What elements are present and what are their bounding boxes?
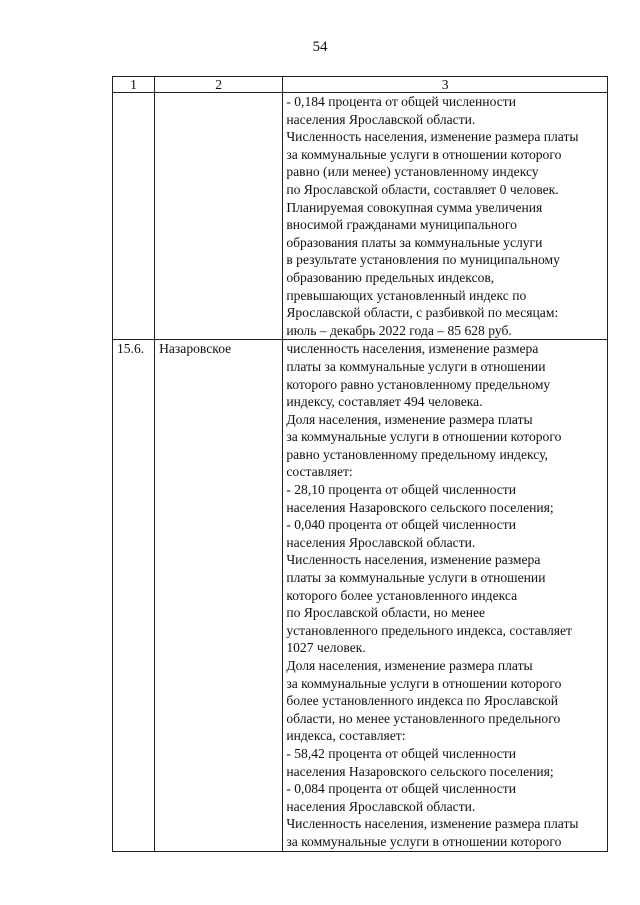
text-line: июль – декабрь 2022 года – 85 628 руб. — [286, 322, 512, 338]
text-line: населения Ярославской области. — [286, 534, 476, 550]
text-line: образованию предельных индексов, — [286, 269, 495, 285]
text-line: установленного предельного индекса, составляет — [286, 622, 572, 638]
text-line: Доля населения, изменение размера платы — [286, 658, 533, 673]
text-line: платы за коммунальные услуги в отношении — [286, 570, 546, 586]
text-line: равно (или менее) установленному индексу — [286, 164, 539, 180]
row-number-cell — [113, 93, 155, 340]
text-line: - 0,184 процента от общей численности — [286, 94, 516, 109]
table-row-continuation — [113, 93, 608, 340]
text-line: населения Ярославской области. — [286, 798, 476, 814]
text-line: 1027 человек. — [286, 640, 366, 656]
text-line: образования платы за коммунальные услуги — [286, 234, 543, 250]
text-line: населения Ярославской области. — [286, 111, 476, 127]
text-line: населения Назаровского сельского поселения; — [286, 499, 554, 515]
text-line: Численность населения, изменение размера платы — [286, 129, 579, 145]
municipality-name-cell — [155, 93, 283, 340]
page-number: 54 — [312, 39, 328, 55]
text-line: численность населения, изменение размера — [286, 341, 539, 357]
text-line: - 58,42 процента от общей численности — [286, 745, 516, 761]
text-line: индексу, составляет 494 человека. — [286, 394, 483, 410]
text-line: вносимой гражданами муниципального — [286, 217, 517, 233]
text-line: Доля населения, изменение размера платы — [286, 411, 533, 427]
text-line: равно установленному предельному индексу, — [286, 446, 548, 462]
text-line: Численность населения, изменение размера платы — [286, 816, 579, 832]
text-line: индекса, составляет: — [286, 728, 406, 744]
table-header-row — [113, 77, 608, 93]
text-line: более установленного индекса по Ярославской — [286, 693, 559, 709]
text-line: Ярославской области, с разбивкой по месяцам: — [286, 305, 559, 321]
text-line: Численность населения, изменение размера — [286, 552, 541, 568]
text-line: области, но менее установленного предельного — [286, 710, 561, 726]
text-line: которого более установленного индекса — [286, 587, 518, 603]
text-line: платы за коммунальные услуги в отношении — [286, 358, 546, 374]
document-table — [112, 76, 608, 852]
text-line: - 0,084 процента от общей численности — [286, 781, 516, 797]
text-line: по Ярославской области, составляет 0 человек. — [286, 181, 559, 197]
table-row-nazarovskoe — [113, 340, 608, 851]
text-line: населения Назаровского сельского поселения; — [286, 763, 554, 779]
column-header-2: 2 — [155, 77, 283, 93]
municipality-name-cell: Назаровское — [155, 340, 283, 851]
text-line: по Ярославской области, но менее — [286, 605, 486, 621]
text-line: за коммунальные услуги в отношении которого — [286, 146, 562, 162]
text-line: за коммунальные услуги в отношении которого — [286, 429, 562, 445]
column-header-1: 1 — [113, 77, 155, 93]
text-line: которого равно установленному предельному — [286, 376, 551, 392]
text-line: - 0,040 процента от общей численности — [286, 517, 516, 533]
row-number-cell: 15.6. — [113, 340, 155, 851]
text-line: Планируемая совокупная сумма увеличения — [286, 199, 543, 215]
description-cell — [283, 93, 608, 340]
column-header-3: 3 — [283, 77, 608, 93]
text-line: за коммунальные услуги в отношении которого — [286, 833, 562, 849]
text-line: в результате установления по муниципальному — [286, 252, 560, 268]
text-line: превышающих установленный индекс по — [286, 287, 527, 303]
description-cell — [283, 340, 608, 851]
text-line: составляет: — [286, 464, 353, 480]
text-line: за коммунальные услуги в отношении которого — [286, 675, 562, 691]
text-line: - 28,10 процента от общей численности — [286, 482, 516, 498]
